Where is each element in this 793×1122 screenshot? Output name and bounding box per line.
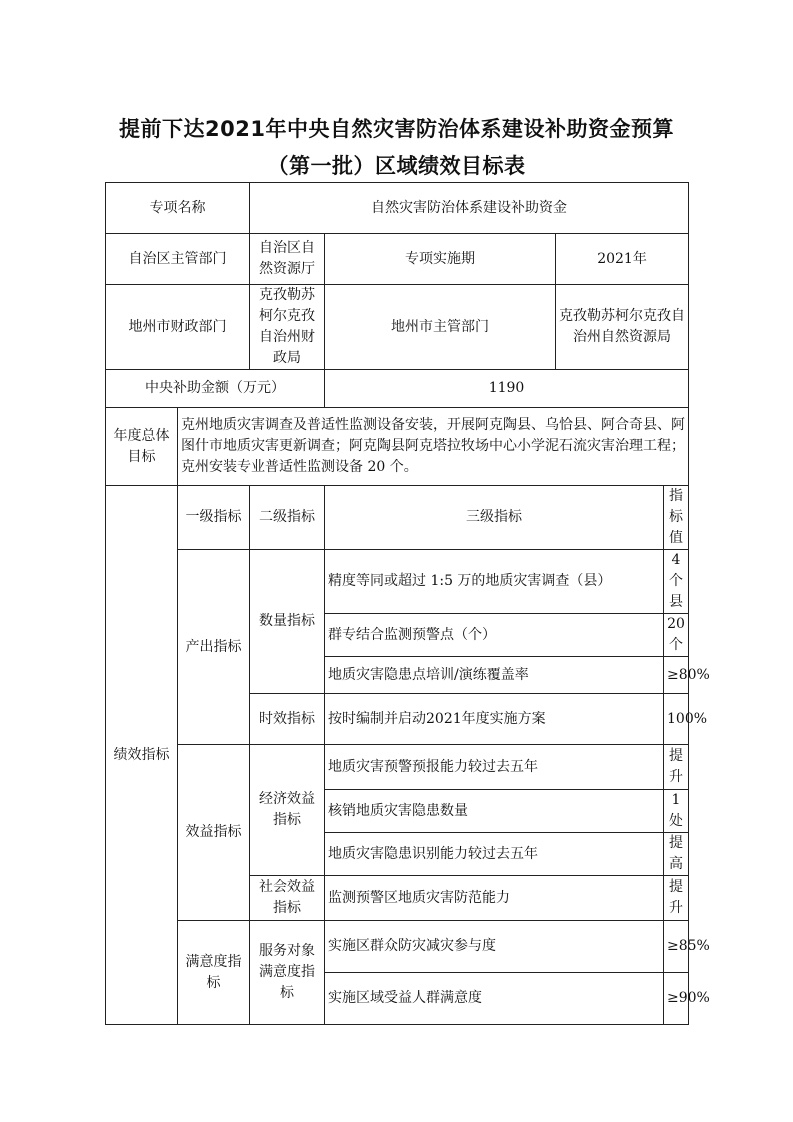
header-value: 指标值 xyxy=(664,486,689,550)
header-level-1: 一级指标 xyxy=(178,486,250,550)
item-value: 100% xyxy=(664,694,689,745)
table-row xyxy=(106,921,689,973)
item-text: 实施区群众防灾减灾参与度 xyxy=(325,921,664,973)
item-value: 提高 xyxy=(664,833,689,876)
table-row xyxy=(106,745,689,790)
document-title-line-1: 提前下达2021年中央自然灾害防治体系建设补助资金预算 xyxy=(119,117,674,141)
header-level-3: 三级指标 xyxy=(325,486,664,550)
service-satisfaction-indicator: 服务对象满意度指标 xyxy=(250,921,325,1025)
period-value: 2021年 xyxy=(556,234,689,285)
item-value: 4个县 xyxy=(664,550,689,614)
project-name-label: 专项名称 xyxy=(106,183,250,234)
item-value: 20个 xyxy=(664,614,689,657)
item-text: 实施区域受益人群满意度 xyxy=(325,973,664,1025)
annual-goal-value: 克州地质灾害调查及普适性监测设备安装，开展阿克陶县、乌恰县、阿合奇县、阿图什市地质灾害更新调查；阿克陶县阿克塔拉牧场中心小学泥石流灾害治理工程； 克州安装专业普适性监测设备 20 个。 xyxy=(178,408,689,486)
prefecture-dept-label: 地州市主管部门 xyxy=(325,285,556,370)
document-title-line-2: （第一批）区域绩效目标表 xyxy=(267,154,526,178)
item-text: 地质灾害隐患识别能力较过去五年 xyxy=(325,833,664,876)
period-label: 专项实施期 xyxy=(325,234,556,285)
annual-goal-label: 年度总体目标 xyxy=(106,408,178,486)
subsidy-value: 1190 xyxy=(325,370,689,408)
subsidy-label: 中央补助金额（万元） xyxy=(106,370,325,408)
table-row xyxy=(106,408,689,486)
table-row xyxy=(106,183,689,234)
header-level-2: 二级指标 xyxy=(250,486,325,550)
table-row xyxy=(106,234,689,285)
prefecture-finance-value: 克孜勒苏柯尔克孜自治州财政局 xyxy=(250,285,325,370)
output-indicator: 产出指标 xyxy=(178,550,250,745)
perf-label: 绩效指标 xyxy=(106,486,178,1025)
item-text: 群专结合监测预警点（个） xyxy=(325,614,664,657)
project-name-value: 自然灾害防治体系建设补助资金 xyxy=(250,183,689,234)
item-value: 1处 xyxy=(664,790,689,833)
performance-target-table xyxy=(105,182,710,1025)
item-value: ≥90% xyxy=(664,973,689,1025)
table-row xyxy=(106,370,689,408)
region-dept-label: 自治区主管部门 xyxy=(106,234,250,285)
satisfaction-indicator: 满意度指标 xyxy=(178,921,250,1025)
table-row xyxy=(106,486,689,550)
economic-indicator: 经济效益指标 xyxy=(250,745,325,876)
prefecture-dept-value: 克孜勒苏柯尔克孜自治州自然资源局 xyxy=(556,285,689,370)
item-text: 地质灾害隐患点培训/演练覆盖率 xyxy=(325,657,664,694)
table-row xyxy=(106,550,689,614)
quantity-indicator: 数量指标 xyxy=(250,550,325,694)
social-indicator: 社会效益指标 xyxy=(250,876,325,921)
table-row xyxy=(106,285,689,370)
item-text: 精度等同或超过 1:5 万的地质灾害调查（县） xyxy=(325,550,664,614)
timeliness-indicator: 时效指标 xyxy=(250,694,325,745)
prefecture-finance-label: 地州市财政部门 xyxy=(106,285,250,370)
item-text: 地质灾害预警预报能力较过去五年 xyxy=(325,745,664,790)
item-value: 提升 xyxy=(664,876,689,921)
region-dept-value: 自治区自然资源厅 xyxy=(250,234,325,285)
item-text: 按时编制并启动2021年度实施方案 xyxy=(325,694,664,745)
item-text: 核销地质灾害隐患数量 xyxy=(325,790,664,833)
benefit-indicator: 效益指标 xyxy=(178,745,250,921)
item-value: ≥85% xyxy=(664,921,689,973)
item-text: 监测预警区地质灾害防范能力 xyxy=(325,876,664,921)
item-value: 提升 xyxy=(664,745,689,790)
item-value: ≥80% xyxy=(664,657,689,694)
